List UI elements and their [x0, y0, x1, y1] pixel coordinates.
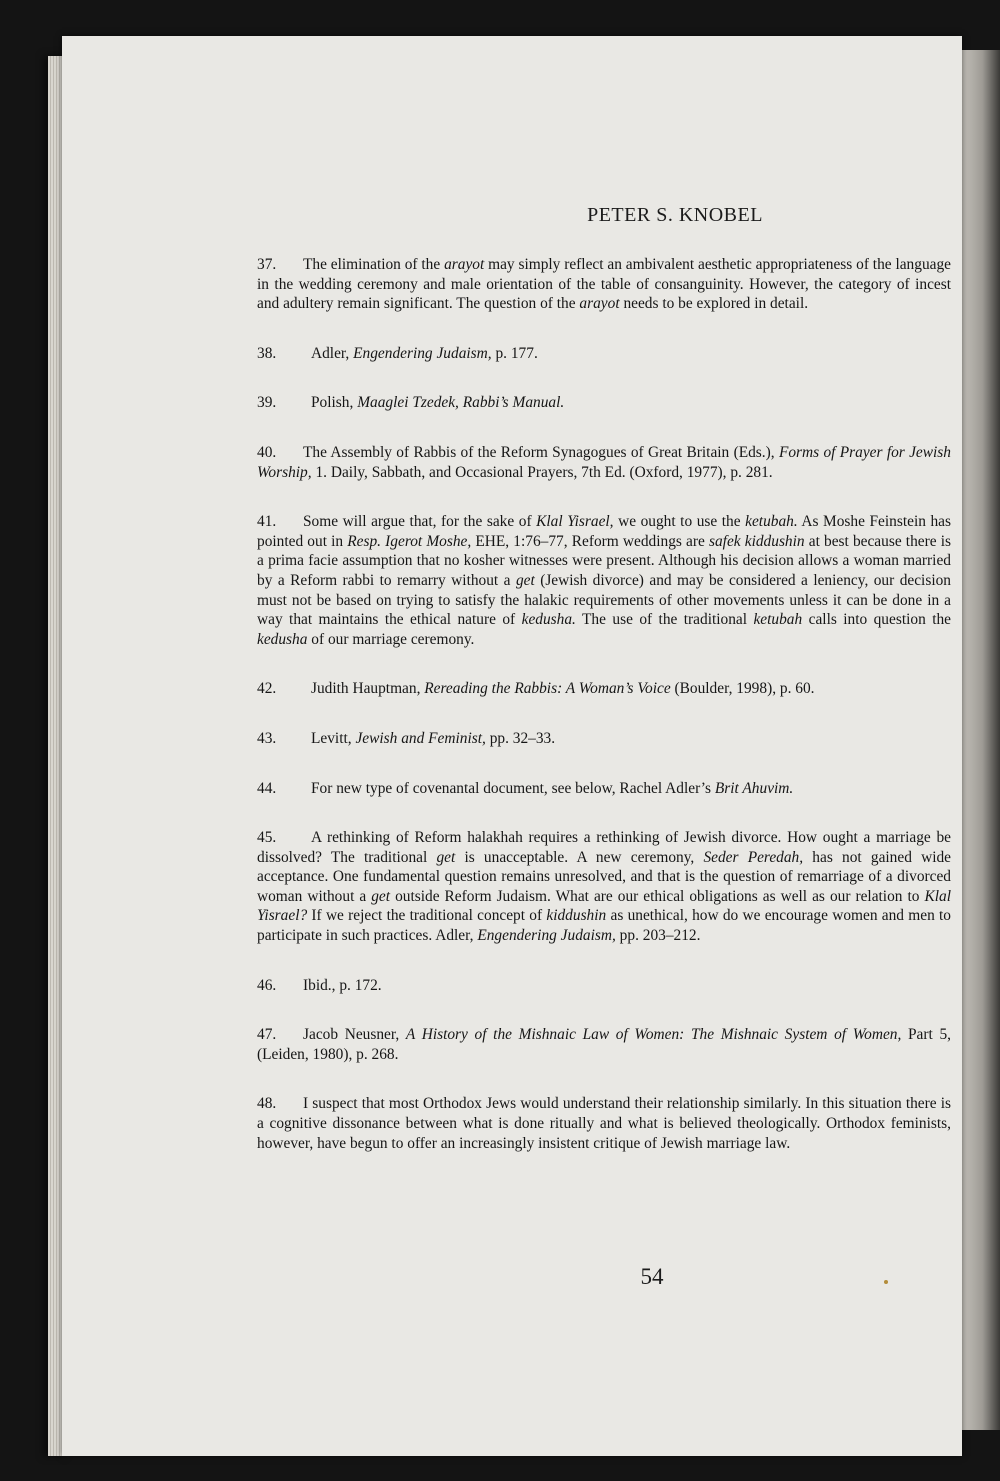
endnote-text: outside Reform Judaism. What are our ethical obligations as well as our relation to: [390, 887, 925, 905]
endnote-italic-text: Maaglei Tzedek, Rabbi’s Manual.: [357, 394, 565, 412]
endnote-number: 43.: [257, 729, 277, 747]
endnote-text: pp. 32–33.: [485, 729, 556, 747]
endnote-italic-text: Forms of Prayer for Jewish Worship,: [257, 443, 951, 481]
endnote-text: p. 177.: [491, 344, 538, 362]
endnote-number: 39.: [257, 394, 277, 412]
endnote-number: 47.: [257, 1026, 277, 1044]
endnote-italic-text: safek kiddushin: [708, 532, 805, 550]
endnote-text: Part 5, (Leiden, 1980), p. 268.: [257, 1026, 952, 1063]
endnote-italic-text: get: [436, 848, 456, 866]
endnote: [257, 976, 951, 996]
endnote-text: pp. 203–212.: [615, 927, 701, 945]
endnote-text: calls into question the: [802, 611, 951, 629]
endnote-italic-text: A History of the Mishnaic Law of Women: The Mishnaic System of Women,: [405, 1026, 902, 1044]
endnote: [257, 779, 951, 799]
endnote-text: Jacob Neusner,: [303, 1026, 406, 1044]
endnote-text: As Moshe Feinstein has pointed out in: [257, 513, 951, 550]
endnote-text: The use of the traditional: [575, 611, 754, 629]
endnote-text: Judith Hauptman,: [311, 680, 425, 698]
endnote-italic-text: arayot: [579, 295, 620, 313]
endnote-text: I suspect that most Orthodox Jews would understand their relationship similarly. In this situation there is a cognitive dissonance between what is done ritually and what is believed theologically. Orthodox feminists, however, have begun to offer an increasingly insistent critique of Jewish marriage law.: [257, 1095, 951, 1152]
endnote-number: 41.: [257, 513, 277, 531]
page-number: 54: [640, 1264, 664, 1289]
endnote-text: Adler,: [311, 344, 354, 362]
endnote-italic-text: Klal Yisrael,: [536, 513, 614, 531]
endnote-text: A rethinking of Reform halakhah requires a rethinking of Jewish divorce. How ought a marriage be dissolved? The traditional: [257, 829, 951, 866]
endnote-italic-text: kedusha.: [521, 611, 576, 629]
endnote-italic-text: ketubah.: [745, 513, 798, 531]
endnote-text: Some will argue that, for the sake of: [303, 513, 537, 531]
book-page: [62, 36, 962, 1456]
endnote-italic-text: kiddushin: [546, 907, 607, 925]
endnote: [257, 828, 951, 946]
endnote-text: at best because there is a prima facie assumption that no kosher witnesses were present. Although his decision allows a woman married by a Reform rabbi to remarry without a: [257, 532, 951, 589]
running-header: PETER S. KNOBEL: [587, 204, 763, 226]
endnote-text: 1. Daily, Sabbath, and Occasional Prayers, 7th Ed. (Oxford, 1977), p. 281.: [311, 463, 773, 481]
endnote-text: as unethical, how do we encourage women and men to participate in such practices. Adler,: [257, 907, 951, 945]
endnote-text: If we reject the traditional concept of: [307, 907, 547, 925]
endnote-italic-text: Klal Yisrael?: [257, 887, 952, 925]
ink-dot: [884, 1280, 888, 1284]
endnote-number: 44.: [257, 779, 277, 797]
endnote: [257, 729, 951, 749]
endnote-italic-text: get: [371, 887, 391, 905]
endnote-italic-text: ketubah: [753, 611, 803, 629]
endnote-text: Levitt,: [311, 729, 356, 747]
endnote-text: EHE, 1:76–77, Reform weddings are: [471, 532, 709, 550]
endnote-text: needs to be explored in detail.: [619, 295, 809, 313]
endnote-text: For new type of covenantal document, see below, Rachel Adler’s: [311, 779, 715, 797]
endnotes: [257, 255, 951, 1153]
endnote-number: 42.: [257, 680, 277, 698]
endnote-italic-text: Seder Peredah,: [703, 848, 804, 866]
endnote-number: 48.: [257, 1095, 277, 1113]
endnote-italic-text: arayot: [444, 256, 485, 273]
endnote: [257, 344, 951, 364]
endnote: [257, 512, 951, 649]
endnote-text: we ought to use the: [613, 513, 746, 531]
endnote: [257, 393, 951, 413]
endnote-text: Polish,: [311, 394, 358, 412]
endnote-text: Ibid., p. 172.: [303, 976, 382, 994]
endnote: [257, 1094, 951, 1153]
endnote-text: The elimination of the: [303, 256, 445, 273]
endnote-italic-text: kedusha: [257, 630, 308, 648]
endnote-italic-text: get: [515, 571, 535, 589]
endnote-number: 45.: [257, 829, 277, 847]
endnote-text: of our marriage ceremony.: [307, 630, 475, 648]
endnote-text: (Jewish divorce) and may be considered a leniency, our decision must not be based on trying to satisfy the halakic requirements of other movements unless it can be done in a way that maintains the ethical nature of: [257, 571, 951, 629]
endnote: [257, 1025, 951, 1064]
endnote-number: 37.: [257, 256, 277, 273]
endnote-italic-text: Brit Ahuvim.: [714, 779, 794, 797]
endnote-italic-text: Resp. Igerot Moshe,: [347, 532, 472, 550]
endnote-text: is unacceptable. A new ceremony,: [455, 848, 704, 866]
endnote: [257, 443, 951, 482]
endnote-text: may simply reflect an ambivalent aesthetic appropriateness of the language in the wedding ceremony and male orientation of the table of consanguinity. However, the category of incest and adultery remain significant. The question of the: [257, 256, 952, 313]
endnote: [257, 255, 951, 314]
endnote-number: 38.: [257, 344, 277, 362]
facing-page-edge: [956, 50, 1000, 1430]
endnote-italic-text: Jewish and Feminist,: [355, 729, 486, 747]
endnote: [257, 679, 951, 699]
endnote-text: (Boulder, 1998), p. 60.: [670, 680, 815, 698]
endnote-text: has not gained wide acceptance. One fundamental question remains unresolved, and that is the question of remarriage of a divorced woman without a: [257, 848, 952, 905]
endnote-italic-text: Rereading the Rabbis: A Woman’s Voice: [424, 680, 671, 698]
endnote-italic-text: Engendering Judaism,: [353, 344, 492, 362]
endnote-italic-text: Engendering Judaism,: [477, 927, 616, 945]
endnote-text: The Assembly of Rabbis of the Reform Synagogues of Great Britain (Eds.),: [303, 443, 779, 461]
endnote-number: 40.: [257, 443, 277, 461]
endnote-number: 46.: [257, 976, 277, 994]
